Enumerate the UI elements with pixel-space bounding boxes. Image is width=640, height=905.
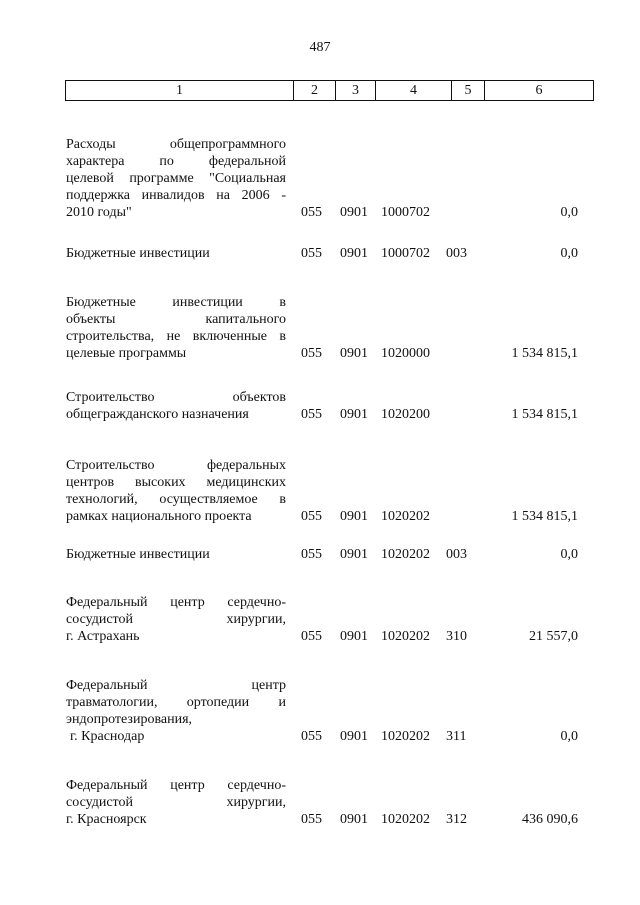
col-6-value: 0,0 — [560, 205, 578, 220]
header-col-5: 5 — [451, 81, 484, 100]
col-3-value: 0901 — [340, 407, 368, 422]
col-2-value: 055 — [301, 629, 322, 644]
description-line: сосудистой хирургии, — [66, 795, 286, 810]
col-6-value: 1 534 815,1 — [511, 509, 578, 524]
col-4-value: 1020000 — [381, 346, 430, 361]
col-6-value: 0,0 — [560, 729, 578, 744]
col-6-value: 1 534 815,1 — [511, 407, 578, 422]
col-6-value: 1 534 815,1 — [511, 346, 578, 361]
col-5-value: 003 — [446, 547, 467, 562]
description-line: травматологии, ортопедии и — [66, 695, 286, 710]
row-description — [66, 294, 286, 362]
col-2-value: 055 — [301, 812, 322, 827]
row-description — [66, 245, 286, 262]
col-3-value: 0901 — [340, 547, 368, 562]
col-4-value: 1020202 — [381, 509, 430, 524]
description-line: Расходы общепрограммного — [66, 137, 286, 152]
description-line: Федеральный центр сердечно- — [66, 595, 286, 610]
description-line: Строительство объектов — [66, 390, 286, 405]
description-line: характера по федеральной — [66, 154, 286, 169]
description-line: Бюджетные инвестиции — [66, 246, 210, 261]
col-3-value: 0901 — [340, 729, 368, 744]
col-5-value: 310 — [446, 629, 467, 644]
description-line: Бюджетные инвестиции — [66, 547, 210, 562]
description-line: сосудистой хирургии, — [66, 612, 286, 627]
col-6-value: 21 557,0 — [529, 629, 578, 644]
row-description — [66, 594, 286, 645]
col-6-value: 0,0 — [560, 547, 578, 562]
description-line: г. Астрахань — [66, 629, 140, 644]
description-line: строительства, не включенные в — [66, 329, 286, 344]
header-col-4: 4 — [375, 81, 451, 100]
col-2-value: 055 — [301, 346, 322, 361]
col-2-value: 055 — [301, 205, 322, 220]
col-5-value: 312 — [446, 812, 467, 827]
col-3-value: 0901 — [340, 246, 368, 261]
col-4-value: 1000702 — [381, 246, 430, 261]
col-4-value: 1020202 — [381, 629, 430, 644]
col-5-value: 311 — [446, 729, 467, 744]
description-line: Федеральный центр — [66, 678, 286, 693]
description-line: Федеральный центр сердечно- — [66, 778, 286, 793]
col-4-value: 1000702 — [381, 205, 430, 220]
col-2-value: 055 — [301, 246, 322, 261]
col-3-value: 0901 — [340, 509, 368, 524]
description-line: целевые программы — [66, 346, 187, 361]
description-line: эндопротезирования, — [66, 712, 193, 727]
col-3-value: 0901 — [340, 812, 368, 827]
col-6-value: 436 090,6 — [522, 812, 578, 827]
row-description — [66, 457, 286, 525]
description-line: поддержка инвалидов на 2006 - — [66, 188, 286, 203]
row-description — [66, 777, 286, 828]
description-line: рамках национального проекта — [66, 509, 252, 524]
col-4-value: 1020202 — [381, 812, 430, 827]
description-line: г. Краснодар — [70, 729, 145, 744]
col-4-value: 1020202 — [381, 729, 430, 744]
description-line: объекты капитального — [66, 312, 286, 327]
col-6-value: 0,0 — [560, 246, 578, 261]
col-4-value: 1020202 — [381, 547, 430, 562]
description-line: 2010 годы" — [66, 205, 132, 220]
header-col-6: 6 — [484, 81, 593, 100]
col-3-value: 0901 — [340, 205, 368, 220]
row-description — [66, 389, 286, 423]
row-description — [66, 136, 286, 221]
row-description — [66, 677, 286, 745]
header-col-3: 3 — [335, 81, 375, 100]
description-line: центров высоких медицинских — [66, 475, 286, 490]
col-2-value: 055 — [301, 407, 322, 422]
description-line: целевой программе "Социальная — [66, 171, 286, 186]
description-line: г. Красноярск — [66, 812, 147, 827]
page-number: 487 — [309, 40, 331, 55]
description-line: общегражданского назначения — [66, 407, 249, 422]
table-header — [65, 80, 594, 101]
description-line: Строительство федеральных — [66, 458, 286, 473]
header-col-1: 1 — [176, 83, 183, 98]
col-2-value: 055 — [301, 509, 322, 524]
col-3-value: 0901 — [340, 346, 368, 361]
description-line: технологий, осуществляемое в — [66, 492, 286, 507]
col-2-value: 055 — [301, 729, 322, 744]
header-col-2: 2 — [293, 81, 335, 100]
col-5-value: 003 — [446, 246, 467, 261]
row-description — [66, 546, 286, 563]
col-2-value: 055 — [301, 547, 322, 562]
description-line: Бюджетные инвестиции в — [66, 295, 286, 310]
col-3-value: 0901 — [340, 629, 368, 644]
col-4-value: 1020200 — [381, 407, 430, 422]
